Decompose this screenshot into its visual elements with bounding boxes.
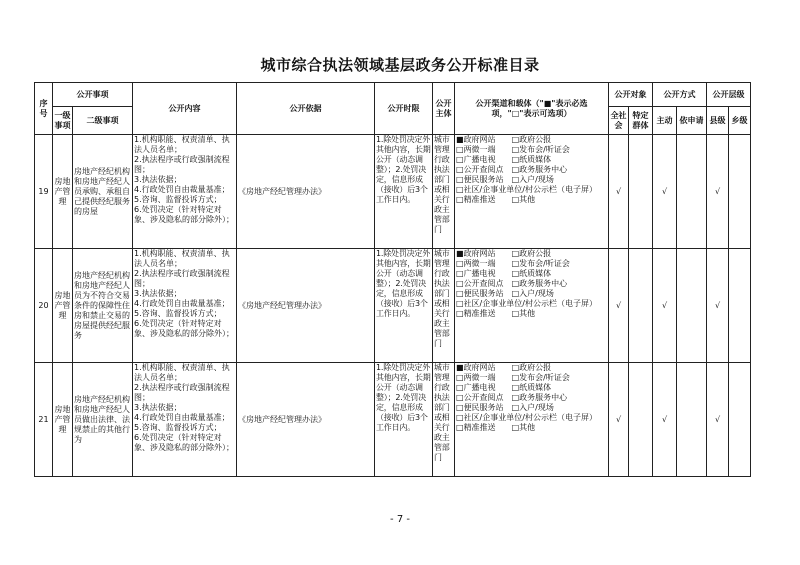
- content-line: 2.执法程序或行政强制流程图；: [134, 269, 230, 288]
- content-line: 5.咨询、监督投诉方式；: [134, 423, 222, 432]
- content-line: 6.处罚决定（针对特定对象、涉及隐私的部分除外）；: [134, 205, 234, 224]
- content-line: 3.执法依据；: [134, 289, 182, 298]
- row-subject: 城市管理行政执法部门或相关行政主管部门: [433, 249, 455, 363]
- content-line: 2.执法程序或行政强制流程图；: [134, 383, 230, 402]
- content-line: 1.机构职能、权责清单、执法人员名单；: [134, 135, 230, 154]
- row-specific-group: [629, 135, 653, 249]
- row-specific-group: [629, 363, 653, 477]
- content-line: 2.执法程序或行政强制流程图；: [134, 155, 230, 174]
- channel-line: □精准推送 □其他: [456, 423, 536, 432]
- channel-line: □广播电视 □纸质媒体: [456, 383, 552, 392]
- channel-line: □两微一端 □发布会/听证会: [456, 145, 570, 154]
- row-county: √: [707, 363, 729, 477]
- page-title: 城市综合执法领域基层政务公开标准目录: [260, 56, 540, 74]
- row-seq: 19: [35, 135, 53, 249]
- row-all-society: √: [609, 363, 629, 477]
- channel-line: □公开查阅点 □政务服务中心: [456, 393, 568, 402]
- row-channels: [455, 135, 609, 249]
- row-active: √: [653, 135, 677, 249]
- row-level1: 房地产管理: [53, 135, 73, 249]
- row-content: [133, 363, 237, 477]
- header-method: 公开方式: [653, 83, 707, 107]
- row-county: √: [707, 135, 729, 249]
- channel-line: ■政府网站 □政府公报: [456, 135, 552, 144]
- header-basis: 公开依据: [237, 83, 375, 135]
- channel-line: □公开查阅点 □政务服务中心: [456, 165, 568, 174]
- row-basis: 《房地产经纪管理办法》: [237, 363, 375, 477]
- header-items: 公开事项: [53, 83, 133, 107]
- row-all-society: √: [609, 135, 629, 249]
- row-basis: 《房地产经纪管理办法》: [237, 135, 375, 249]
- channel-line: □两微一端 □发布会/听证会: [456, 373, 570, 382]
- table-row: [35, 249, 769, 363]
- row-time: 1.除处罚决定外其他内容，长期公开（动态调整）；2.处罚决定，信息形成（接收）后3个工作日内。: [375, 249, 433, 363]
- row-content: [133, 135, 237, 249]
- header-level: 公开层级: [707, 83, 751, 107]
- header-county: 县级: [707, 107, 729, 135]
- channel-line: □精准推送 □其他: [456, 195, 536, 204]
- channel-line: □社区/企事业单位/村公示栏（电子屏）: [456, 185, 597, 194]
- table-row: [35, 135, 769, 249]
- row-level2: 房地产经纪机构和房地产经纪人员承购、承租自己提供经纪服务的房屋: [73, 135, 133, 249]
- row-time: 1.除处罚决定外其他内容，长期公开（动态调整）；2.处罚决定，信息形成（接收）后3个工作日内。: [375, 363, 433, 477]
- content-line: 5.咨询、监督投诉方式；: [134, 309, 222, 318]
- header-all-society: 全社会: [609, 107, 629, 135]
- row-on-request: [677, 249, 707, 363]
- header-level1: 一级事项: [53, 107, 73, 135]
- header-audience: 公开对象: [609, 83, 653, 107]
- channel-line: □社区/企事业单位/村公示栏（电子屏）: [456, 299, 597, 308]
- table-row: [35, 363, 769, 477]
- content-line: 4.行政处罚自由裁量基准；: [134, 299, 230, 308]
- content-line: 4.行政处罚自由裁量基准；: [134, 413, 230, 422]
- row-basis: 《房地产经纪管理办法》: [237, 249, 375, 363]
- header-township: 乡级: [729, 107, 751, 135]
- header-seq: 序号: [35, 83, 53, 135]
- row-seq: 21: [35, 363, 53, 477]
- channel-line: ■政府网站 □政府公报: [456, 249, 552, 258]
- header-level2: 二级事项: [73, 107, 133, 135]
- header-active: 主动: [653, 107, 677, 135]
- row-active: √: [653, 249, 677, 363]
- row-time: 1.除处罚决定外其他内容，长期公开（动态调整）；2.处罚决定，信息形成（接收）后3个工作日内。: [375, 135, 433, 249]
- row-township: [729, 249, 751, 363]
- row-content: [133, 249, 237, 363]
- content-line: 3.执法依据；: [134, 403, 182, 412]
- content-line: 1.机构职能、权责清单、执法人员名单；: [134, 363, 230, 382]
- row-seq: 20: [35, 249, 53, 363]
- content-line: 5.咨询、监督投诉方式；: [134, 195, 222, 204]
- row-on-request: [677, 135, 707, 249]
- row-township: [729, 135, 751, 249]
- row-all-society: √: [609, 249, 629, 363]
- row-level1: 房地产管理: [53, 249, 73, 363]
- row-county: √: [707, 249, 729, 363]
- header-content: 公开内容: [133, 83, 237, 135]
- row-subject: 城市管理行政执法部门或相关行政主管部门: [433, 135, 455, 249]
- row-township: [729, 363, 751, 477]
- header-subject: 公开主体: [433, 83, 455, 135]
- row-level2: 房地产经纪机构和房地产经纪人员为不符合交易条件的保障性住房和禁止交易的房屋提供经纪服务: [73, 249, 133, 363]
- row-subject: 城市管理行政执法部门或相关行政主管部门: [433, 363, 455, 477]
- row-specific-group: [629, 249, 653, 363]
- channel-line: ■政府网站 □政府公报: [456, 363, 552, 372]
- channel-line: □广播电视 □纸质媒体: [456, 269, 552, 278]
- disclosure-table: [34, 82, 769, 477]
- row-active: √: [653, 363, 677, 477]
- content-line: 6.处罚决定（针对特定对象、涉及隐私的部分除外）；: [134, 433, 234, 452]
- row-channels: [455, 249, 609, 363]
- header-time: 公开时限: [375, 83, 433, 135]
- page-number: - 7 -: [390, 514, 410, 525]
- content-line: 3.执法依据；: [134, 175, 182, 184]
- row-on-request: [677, 363, 707, 477]
- channel-line: □精准推送 □其他: [456, 309, 536, 318]
- row-channels: [455, 363, 609, 477]
- header-specific-group: 特定群体: [629, 107, 653, 135]
- header-on-request: 依申请: [677, 107, 707, 135]
- content-line: 1.机构职能、权责清单、执法人员名单；: [134, 249, 230, 268]
- content-line: 6.处罚决定（针对特定对象、涉及隐私的部分除外）；: [134, 319, 234, 338]
- header-channel: 公开渠道和载体（"■"表示必选项，"□"表示可选项）: [455, 83, 609, 135]
- channel-line: □便民服务站 □入户/现场: [456, 175, 554, 184]
- channel-line: □便民服务站 □入户/现场: [456, 403, 554, 412]
- channel-line: □便民服务站 □入户/现场: [456, 289, 554, 298]
- content-line: 4.行政处罚自由裁量基准；: [134, 185, 230, 194]
- row-level2: 房地产经纪机构和房地产经纪人员做出法律、法规禁止的其他行为: [73, 363, 133, 477]
- row-level1: 房地产管理: [53, 363, 73, 477]
- channel-line: □两微一端 □发布会/听证会: [456, 259, 570, 268]
- channel-line: □公开查阅点 □政务服务中心: [456, 279, 568, 288]
- channel-line: □社区/企事业单位/村公示栏（电子屏）: [456, 413, 597, 422]
- channel-line: □广播电视 □纸质媒体: [456, 155, 552, 164]
